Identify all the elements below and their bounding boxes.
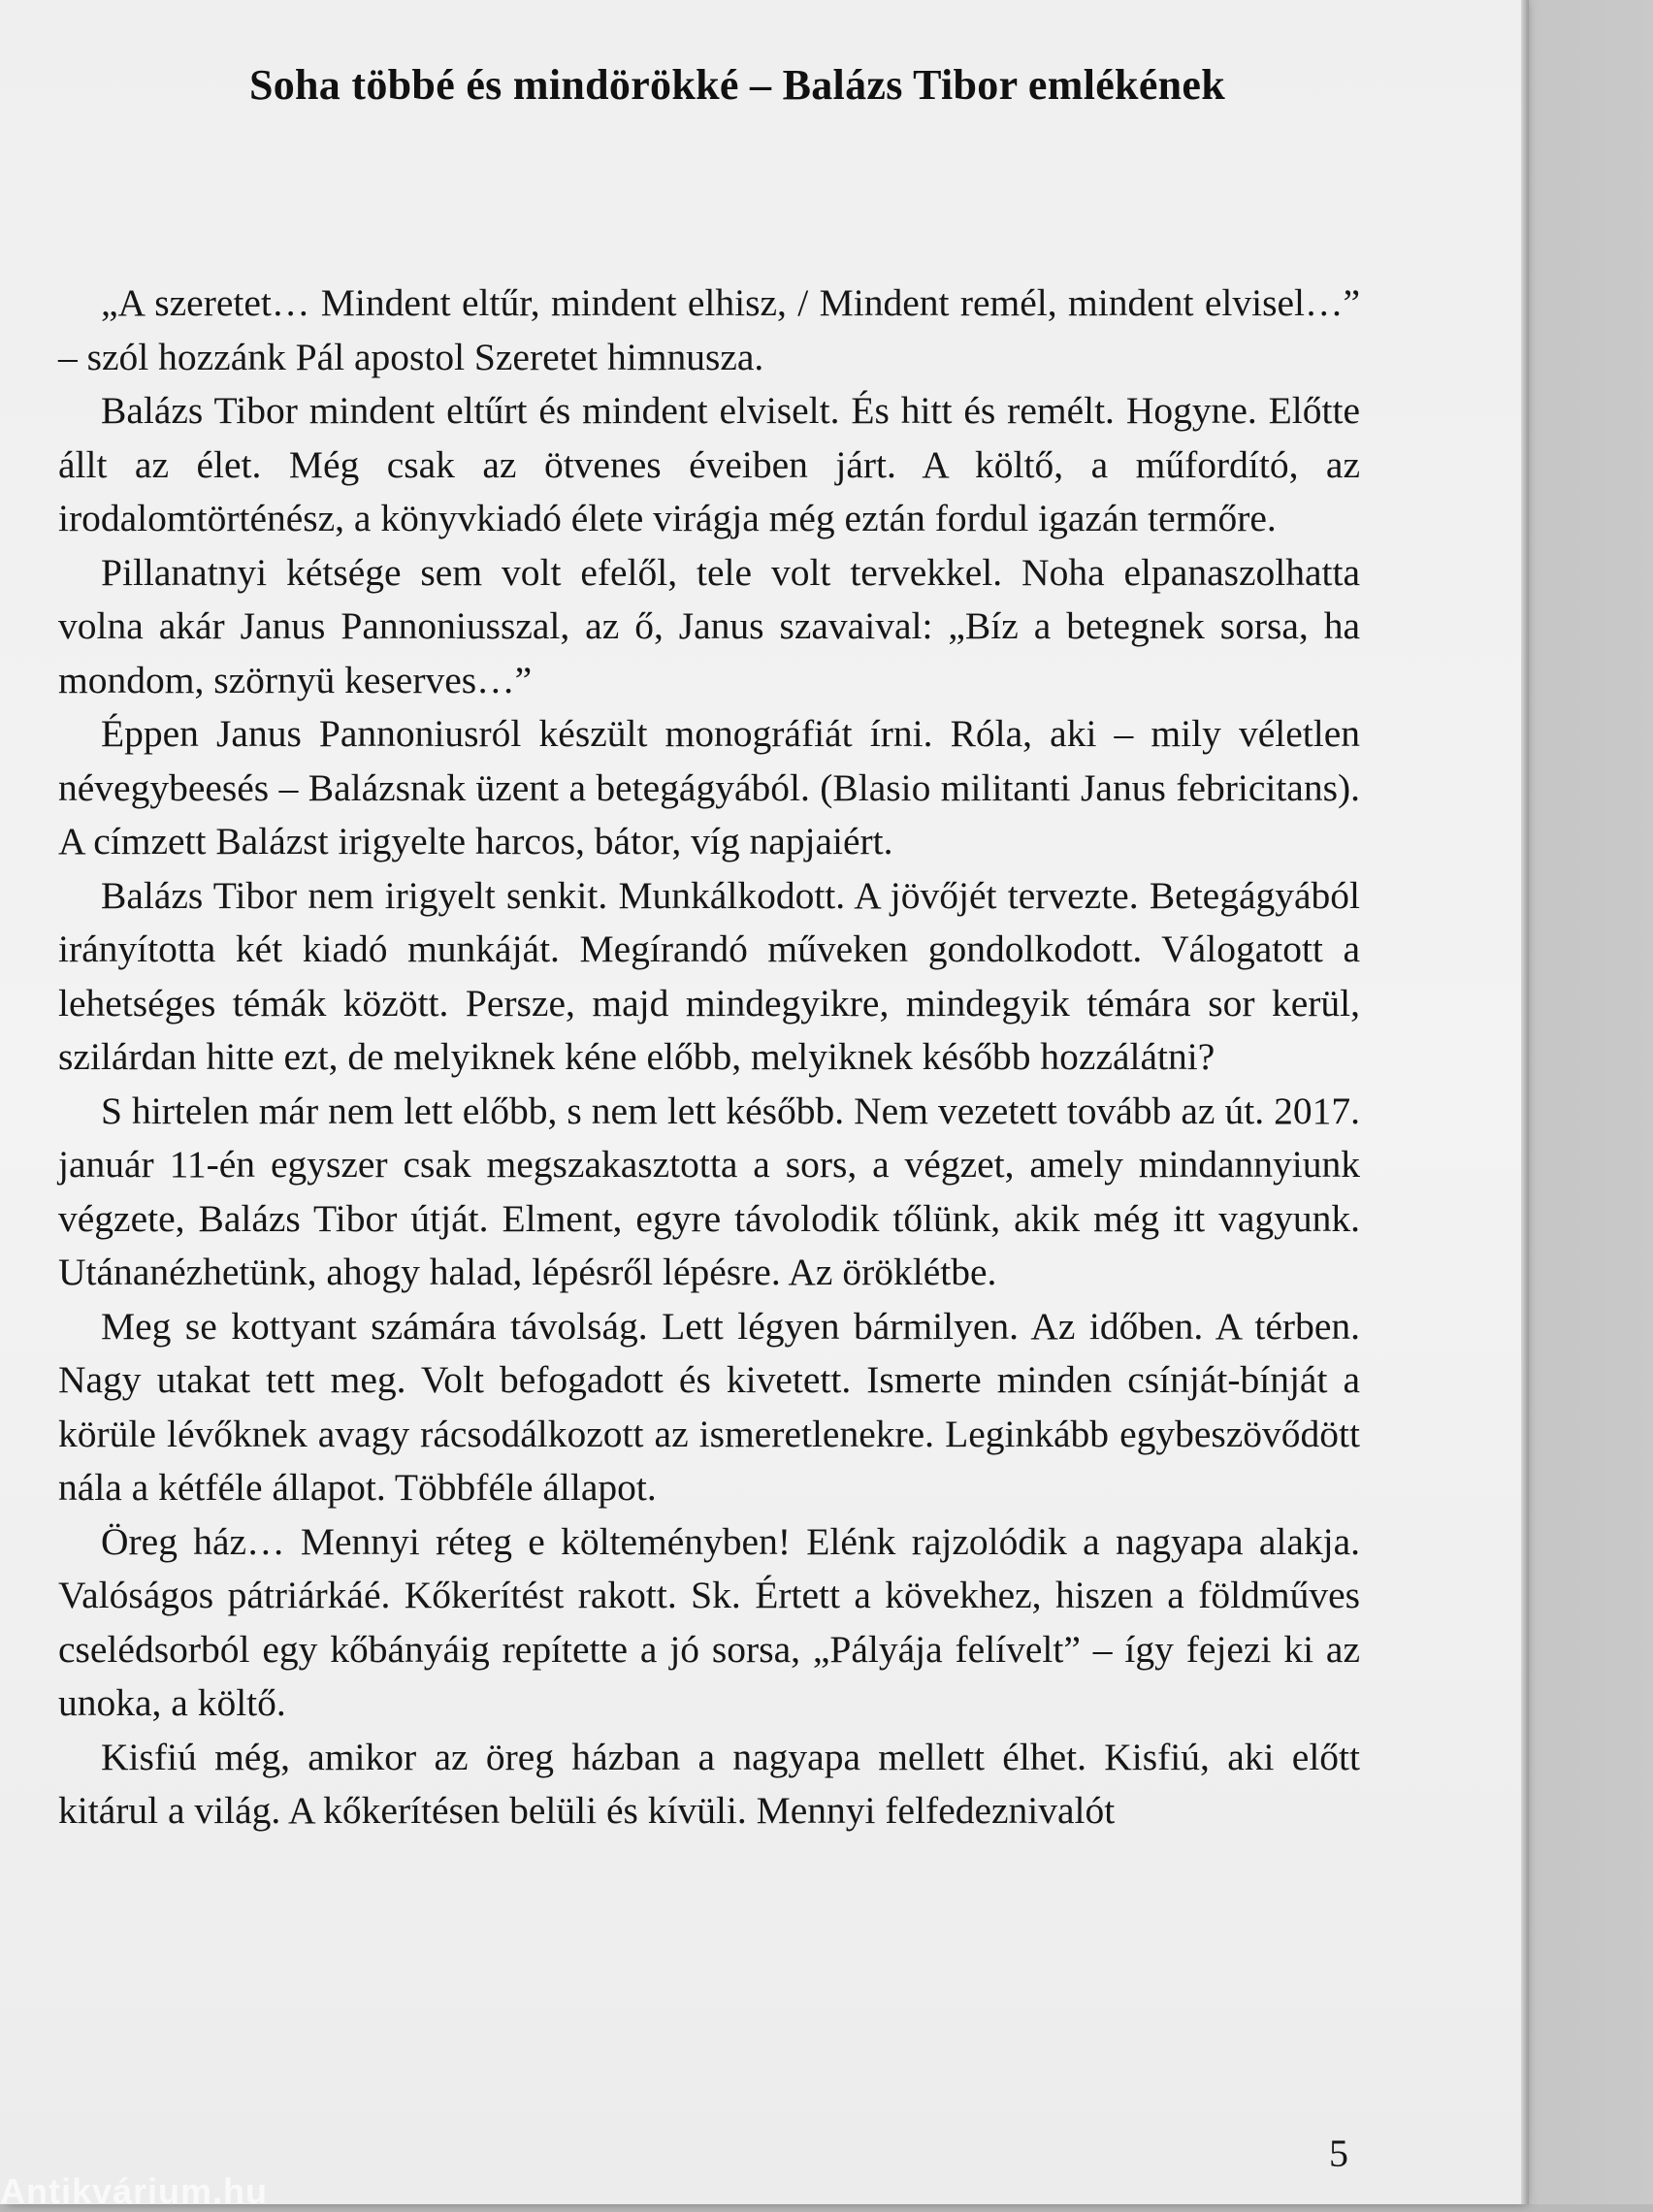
paragraph: Pillanatnyi kétsége sem volt efelől, tele volt tervekkel. Noha elpanaszolhatta volna akár Janus Pannoniusszal, az ő, Janus szavaival: „Bíz a betegnek sorsa, ha mondom, szörnyü keserves…” <box>58 550 1360 701</box>
paragraph: Éppen Janus Pannoniusról készült monográfiát írni. Róla, aki – mily véletlen névegybeesés – Balázsnak üzent a betegágyából. (Blasio militanti Janus febricitans). A címzett Balázst irigyelte harcos, bátor, víg napjaiért. <box>58 712 1360 862</box>
paragraph: S hirtelen már nem lett előbb, s nem lett később. Nem vezetett tovább az út. 2017. január 11-én egyszer csak megszakasztotta a sors, a végzet, amely mindannyiunk végzete, Balázs Tibor útját. Elment, egyre távolodik tőlünk, akik még itt vagyunk. Utánanézhetünk, ahogy halad, lépésről lépésre. Az öröklétbe. <box>58 1089 1360 1293</box>
paragraph: Balázs Tibor mindent eltűrt és mindent elviselt. És hitt és remélt. Hogyne. Előtte állt az élet. Még csak az ötvenes éveiben járt. A költő, a műfordító, az irodalomtörténész, a könyvkiadó élete virágja még eztán fordul igazán termőre. <box>58 389 1360 539</box>
chapter-title: Soha többé és mindörökké – Balázs Tibor emlékének <box>248 61 1226 109</box>
body-text <box>58 276 1360 1838</box>
watermark: Antikvárium.hu <box>0 2171 269 2211</box>
paragraph: Öreg ház… Mennyi réteg e költeményben! Elénk rajzolódik a nagyapa alakja. Valóságos pátriárkáé. Kőkerítést rakott. Sk. Értett a kövekhez, hiszen a földműves cselédsorból egy kőbányáig repítette a jó sorsa, „Pályája felívelt” – így fejezi ki az unoka, a költő. <box>58 1519 1360 1724</box>
paragraph: „A szeretet… Mindent eltűr, mindent elhisz, / Mindent remél, mindent elvisel…” – szól hozzánk Pál apostol Szeretet himnusza. <box>58 281 1360 378</box>
paragraph: Kisfiú még, amikor az öreg házban a nagyapa mellett élhet. Kisfiú, aki előtt kitárul a világ. A kőkerítésen belüli és kívüli. Mennyi felfedeznivalót <box>58 1735 1360 1832</box>
paragraph: Meg se kottyant számára távolság. Lett légyen bármilyen. Az időben. A térben. Nagy utakat tett meg. Volt befogadott és kivetett. Ismerte minden csínját-bínját a körüle lévőknek avagy rácsodálkozott az ismeretlenekre. Leginkább egybeszövődött nála a kétféle állapot. Többféle állapot. <box>58 1304 1360 1509</box>
page-edge <box>1521 0 1529 2204</box>
page-number: 5 <box>1329 2131 1348 2175</box>
paragraph: Balázs Tibor nem irigyelt senkit. Munkálkodott. A jövőjét tervezte. Betegágyából irányította két kiadó munkáját. Megírandó műveken gondolkodott. Válogatott a lehetséges témák között. Persze, majd mindegyikre, mindegyik témára sor kerül, szilárdan hitte ezt, de melyiknek kéne előbb, melyiknek később hozzálátni? <box>58 873 1360 1078</box>
